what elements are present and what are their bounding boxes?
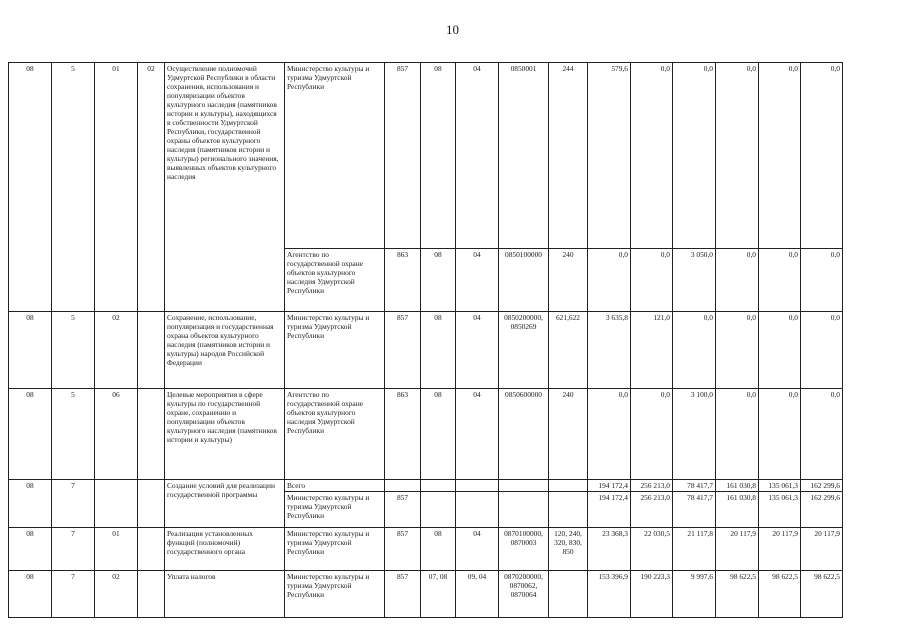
vr-cell: 120, 240, 320, 830, 850 [549, 528, 588, 571]
page-number: 10 [446, 22, 459, 37]
amount-cell: 0,0 [631, 249, 673, 312]
executor-cell: Агентство по государственной охране объектов культурного наследия Удмуртской Республики [285, 249, 385, 312]
pp-cell: 7 [52, 480, 95, 528]
table-row [9, 389, 843, 480]
executor-cell: Агентство по государственной охране объектов культурного наследия Удмуртской Республики [285, 389, 385, 480]
rz-cell: 07, 08 [421, 571, 456, 618]
om-cell: 02 [95, 571, 138, 618]
grbs-cell: 857 [385, 571, 421, 618]
m-cell [138, 480, 165, 528]
om-cell: 02 [95, 312, 138, 389]
amount-cell: 135 061,3 [759, 492, 801, 528]
amount-cell: 161 030,8 [716, 492, 759, 528]
amount-cell: 0,0 [801, 249, 843, 312]
gp-cell: 08 [9, 312, 52, 389]
pr-cell: 04 [456, 63, 499, 249]
budget-table [8, 62, 843, 618]
amount-cell: 162 299,6 [801, 492, 843, 528]
cs-cell: 0850001 [499, 63, 549, 249]
pp-cell: 7 [52, 571, 95, 618]
amount-cell: 194 172,4 [588, 492, 631, 528]
om-cell: 01 [95, 528, 138, 571]
amount-cell: 0,0 [759, 312, 801, 389]
amount-cell: 0,0 [673, 63, 716, 249]
measure-name-cell: Реализация установленных функций (полномочий) государственного органа [165, 528, 285, 571]
amount-cell: 190 223,3 [631, 571, 673, 618]
om-cell: 06 [95, 389, 138, 480]
gp-cell: 08 [9, 571, 52, 618]
amount-cell: 20 117,9 [716, 528, 759, 571]
amount-cell: 78 417,7 [673, 480, 716, 492]
amount-cell: 0,0 [631, 63, 673, 249]
amount-cell: 20 117,9 [759, 528, 801, 571]
measure-name-cell: Сохранение, использование, популяризация и государственная охрана объектов культурного наследия (памятников истории и культуры) народов Российской Федерации [165, 312, 285, 389]
amount-cell: 153 396,9 [588, 571, 631, 618]
rz-cell: 08 [421, 389, 456, 480]
amount-cell: 78 417,7 [673, 492, 716, 528]
amount-cell: 0,0 [801, 63, 843, 249]
pr-cell [456, 492, 499, 528]
gp-cell: 08 [9, 528, 52, 571]
amount-cell: 161 030,8 [716, 480, 759, 492]
rz-cell [421, 480, 456, 492]
amount-cell: 256 213,0 [631, 492, 673, 528]
vr-cell: 240 [549, 249, 588, 312]
amount-cell: 0,0 [801, 389, 843, 480]
grbs-cell: 857 [385, 63, 421, 249]
amount-cell: 20 117,9 [801, 528, 843, 571]
executor-cell: Министерство культуры и туризма Удмуртской Республики [285, 312, 385, 389]
pp-cell: 5 [52, 63, 95, 312]
amount-cell: 0,0 [759, 389, 801, 480]
gp-cell: 08 [9, 389, 52, 480]
om-cell [95, 480, 138, 528]
pr-cell [456, 480, 499, 492]
grbs-cell: 857 [385, 528, 421, 571]
table-row [9, 528, 843, 571]
executor-cell: Министерство культуры и туризма Удмуртской Республики [285, 571, 385, 618]
pr-cell: 04 [456, 312, 499, 389]
amount-cell: 0,0 [588, 249, 631, 312]
m-cell [138, 528, 165, 571]
amount-cell: 0,0 [631, 389, 673, 480]
rz-cell: 08 [421, 528, 456, 571]
amount-cell: 121,0 [631, 312, 673, 389]
cs-cell: 0850200000, 0850269 [499, 312, 549, 389]
gp-cell: 08 [9, 480, 52, 528]
pr-cell: 09, 04 [456, 571, 499, 618]
pr-cell: 04 [456, 389, 499, 480]
vr-cell: 621,622 [549, 312, 588, 389]
rz-cell [421, 492, 456, 528]
amount-cell: 162 299,6 [801, 480, 843, 492]
amount-cell: 0,0 [716, 389, 759, 480]
grbs-cell: 857 [385, 492, 421, 528]
grbs-cell: 863 [385, 249, 421, 312]
pp-cell: 7 [52, 528, 95, 571]
measure-name-cell: Создание условий для реализации государственной программы [165, 480, 285, 528]
amount-cell: 23 368,3 [588, 528, 631, 571]
vr-cell [549, 480, 588, 492]
vr-cell [549, 571, 588, 618]
cs-cell [499, 492, 549, 528]
amount-cell: 98 622,5 [759, 571, 801, 618]
pp-cell: 5 [52, 389, 95, 480]
m-cell [138, 389, 165, 480]
amount-cell: 135 061,3 [759, 480, 801, 492]
table-row [9, 571, 843, 618]
executor-cell: Министерство культуры и туризма Удмуртской Республики [285, 528, 385, 571]
amount-cell: 0,0 [801, 312, 843, 389]
amount-cell: 98 622,5 [716, 571, 759, 618]
cs-cell [499, 480, 549, 492]
rz-cell: 08 [421, 63, 456, 249]
grbs-cell [385, 480, 421, 492]
pr-cell: 04 [456, 528, 499, 571]
measure-name-cell: Осуществление полномочий Удмуртской Республики в области сохранения, использования и популяризации объектов культурного наследия (памятников истории и культуры), находящихся в собственности Удмуртской Республики, государственной охраны объектов культурного наследия (памятников истории и культуры) регионального значения, выявленных объектов культурного наследия [165, 63, 285, 312]
amount-cell: 256 213,0 [631, 480, 673, 492]
rz-cell: 08 [421, 249, 456, 312]
cs-cell: 0850100000 [499, 249, 549, 312]
rz-cell: 08 [421, 312, 456, 389]
measure-name-cell: Уплата налогов [165, 571, 285, 618]
amount-cell: 9 997,6 [673, 571, 716, 618]
vr-cell: 244 [549, 63, 588, 249]
executor-cell: Министерство культуры и туризма Удмуртской Республики [285, 492, 385, 528]
table-row [9, 63, 843, 249]
cs-cell: 0870100000, 0870003 [499, 528, 549, 571]
amount-cell: 0,0 [759, 63, 801, 249]
amount-cell: 579,6 [588, 63, 631, 249]
m-cell [138, 571, 165, 618]
pr-cell: 04 [456, 249, 499, 312]
om-cell: 01 [95, 63, 138, 312]
amount-cell: 3 635,8 [588, 312, 631, 389]
amount-cell: 0,0 [759, 249, 801, 312]
cs-cell: 0850600000 [499, 389, 549, 480]
m-cell: 02 [138, 63, 165, 312]
amount-cell: 3 050,0 [673, 249, 716, 312]
amount-cell: 22 030,5 [631, 528, 673, 571]
cs-cell: 0870200000, 0870062, 0870064 [499, 571, 549, 618]
measure-name-cell: Целевые мероприятия в сфере культуры по государственной охране, сохранению и популяризации объектов культурного наследия (памятников истории и культуры) [165, 389, 285, 480]
grbs-cell: 857 [385, 312, 421, 389]
amount-cell: 98 622,5 [801, 571, 843, 618]
table-row [9, 480, 843, 492]
amount-cell: 21 117,8 [673, 528, 716, 571]
vr-cell [549, 492, 588, 528]
executor-cell: Министерство культуры и туризма Удмуртской Республики [285, 63, 385, 249]
amount-cell: 0,0 [673, 312, 716, 389]
m-cell [138, 312, 165, 389]
amount-cell: 194 172,4 [588, 480, 631, 492]
amount-cell: 0,0 [588, 389, 631, 480]
amount-cell: 0,0 [716, 312, 759, 389]
vr-cell: 240 [549, 389, 588, 480]
amount-cell: 3 100,0 [673, 389, 716, 480]
amount-cell: 0,0 [716, 63, 759, 249]
executor-total-cell: Всего [285, 480, 385, 492]
table-row [9, 312, 843, 389]
amount-cell: 0,0 [716, 249, 759, 312]
pp-cell: 5 [52, 312, 95, 389]
gp-cell: 08 [9, 63, 52, 312]
grbs-cell: 863 [385, 389, 421, 480]
